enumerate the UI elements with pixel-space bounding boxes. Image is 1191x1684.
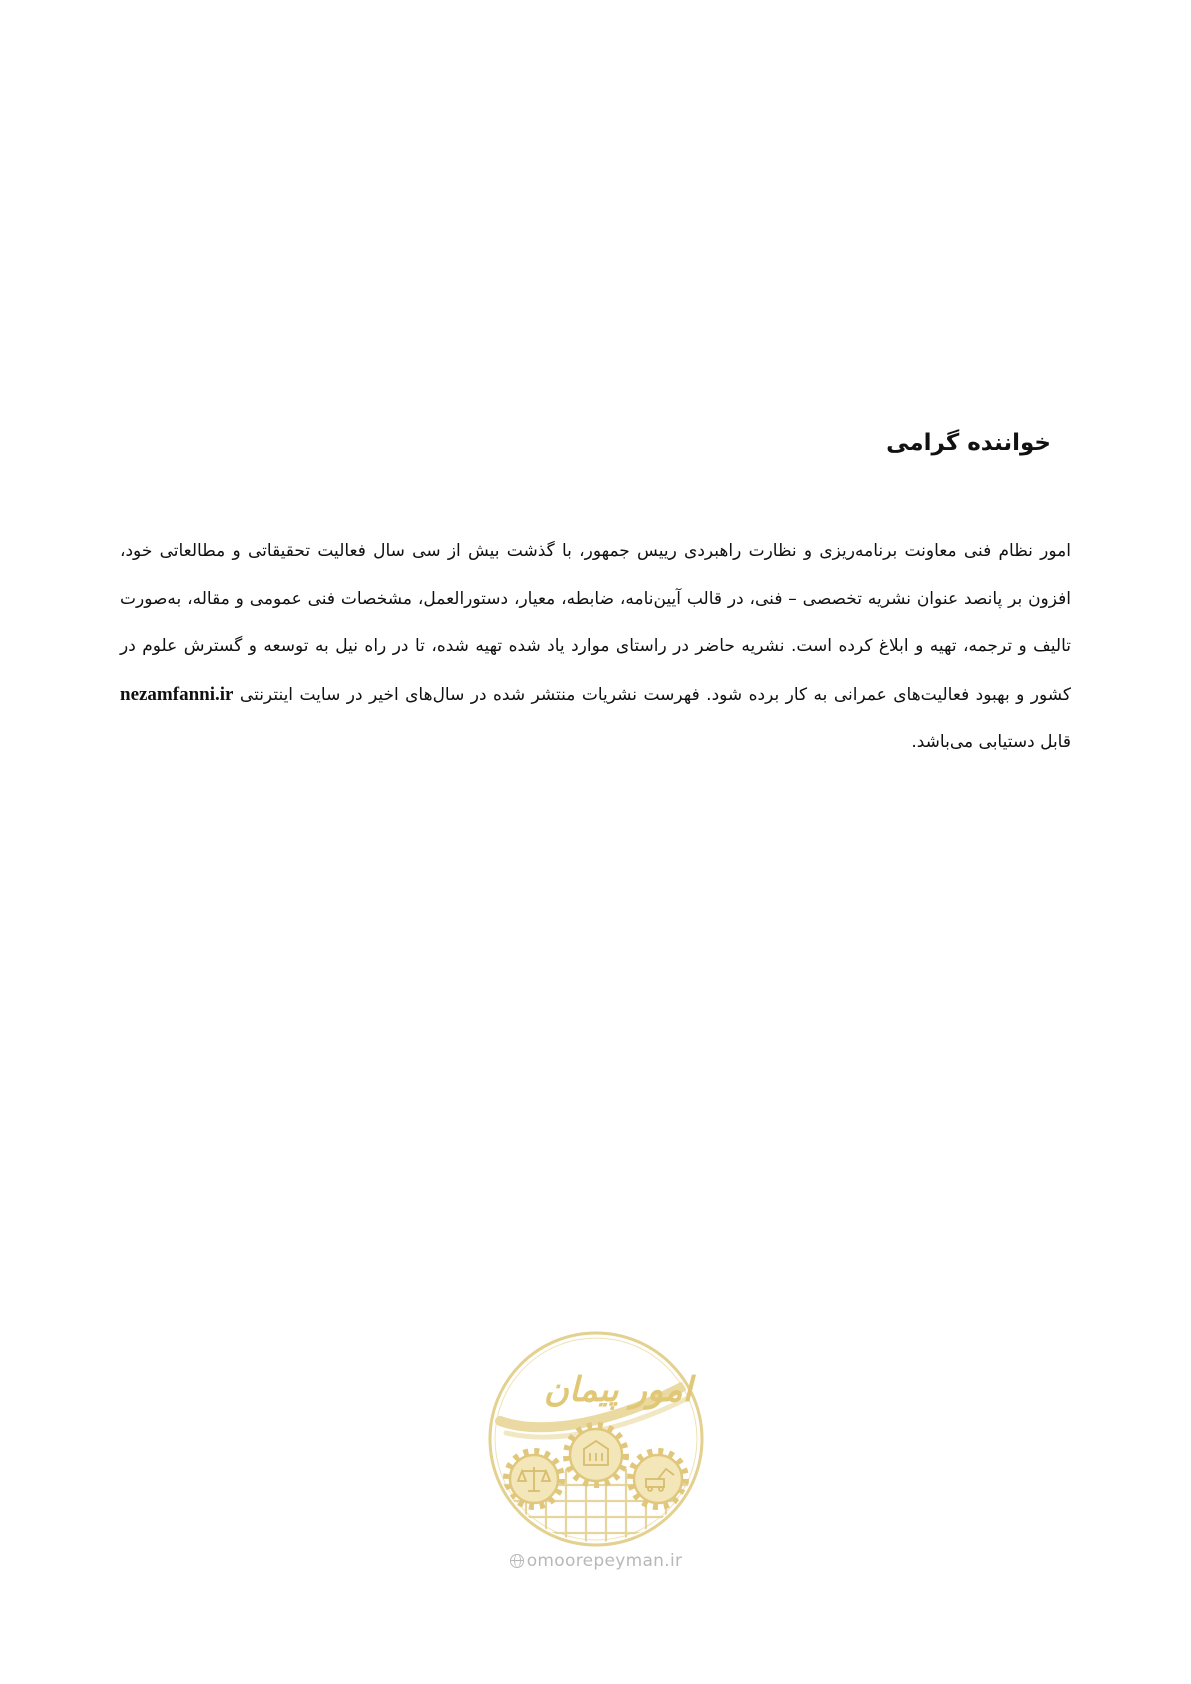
- globe-icon: [510, 1554, 524, 1568]
- paragraph-text-end: قابل دستیابی می‌باشد.: [911, 732, 1071, 752]
- paragraph-text: امور نظام فنی معاونت برنامه‌ریزی و نظارت راهبردی رییس جمهور، با گذشت بیش از سی سال فعالیت تحقیقاتی و مطالعاتی خود، افزون بر پانصد عنوان نشریه تخصصی – فنی، در قالب آیین‌نامه، ضابطه، معیار، دستورالعمل، مشخصات فنی عمومی و مقاله، به‌صورت تالیف و ترجمه، تهیه و ابلاغ کرده است. نشریه حاضر در راستای موارد یاد شده تهیه شده، تا در راه نیل به توسعه و گسترش علوم در کشور و بهبود فعالیت‌های عمرانی به کار برده شود. فهرست نشریات منتشر شده در سال‌های اخیر در سایت اینترنتی: [120, 541, 1071, 705]
- watermark-logo-text: امور پیمان: [543, 1370, 693, 1410]
- watermark-caption: [486, 1551, 706, 1571]
- watermark-url: omoorepeyman.ir: [526, 1551, 683, 1571]
- website-name: nezamfanni.ir: [120, 683, 234, 705]
- intro-paragraph: [120, 528, 1071, 767]
- watermark-logo: [486, 1329, 706, 1549]
- page-title: خواننده گرامی: [886, 430, 1051, 456]
